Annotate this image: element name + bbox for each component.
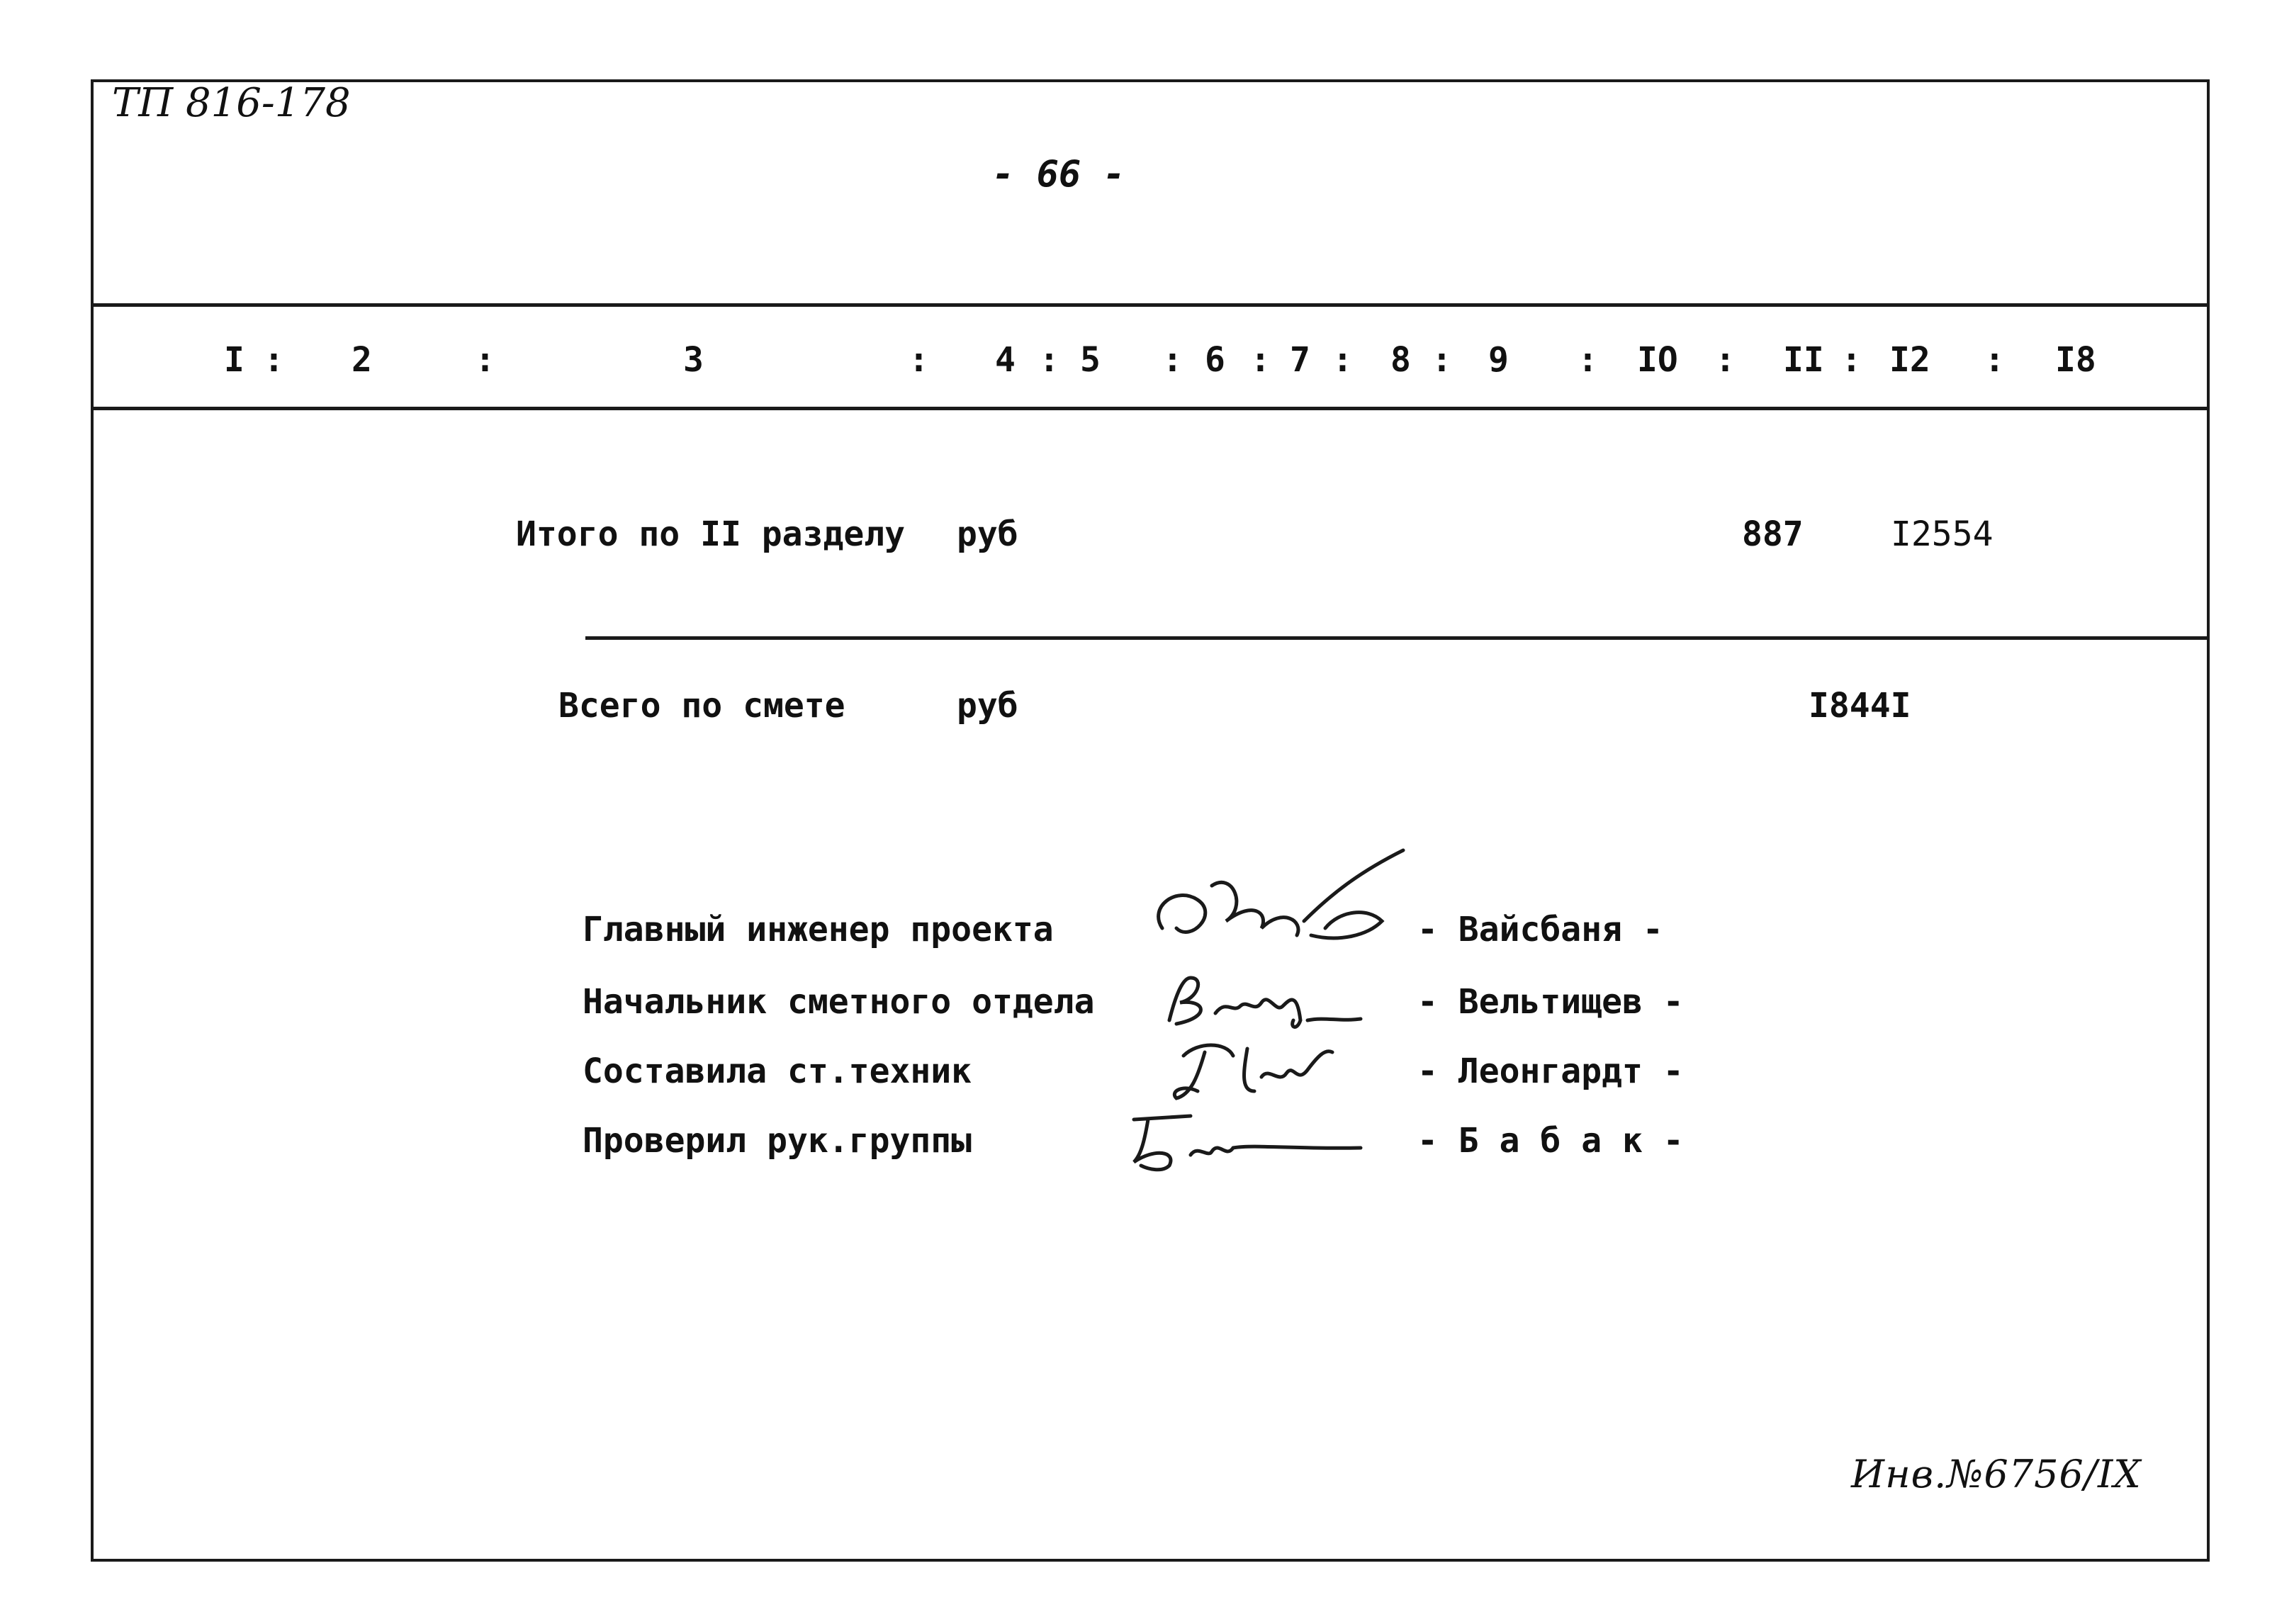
column-number: II [1783,340,1824,380]
column-separator: : [1841,340,1862,380]
handwritten-signature-4 [1113,1105,1396,1176]
column-number: IO [1637,340,1678,380]
column-separator: : [1432,340,1452,380]
section-total-unit: руб [957,514,1018,554]
column-separator: : [1162,340,1183,380]
handwritten-signature-1 [1134,843,1432,957]
column-separator: : [1332,340,1353,380]
signature-name: - Вайсбаня - [1417,910,1663,949]
section-total-label: Итого по II разделу [516,514,906,554]
column-number: I2 [1889,340,1930,380]
signature-name: - Вельтищев - [1417,982,1684,1022]
grand-total-label: Всего по смете [558,686,845,726]
column-number: 4 [995,340,1016,380]
page-number: - 66 - [992,153,1125,196]
inventory-note: Инв.№6756/IX [1851,1452,2142,1496]
signature-name: - Б а б а к - [1417,1121,1684,1161]
totals-rule [585,636,2210,640]
section-total-value-b: I2554 [1891,514,1994,554]
column-number: 2 [352,340,372,380]
column-separator: : [1715,340,1736,380]
column-separator: : [475,340,495,380]
doc-code: ТП 816-178 [112,80,351,126]
column-separator: : [1984,340,2005,380]
column-number: 9 [1488,340,1509,380]
column-separator: : [1578,340,1598,380]
column-number: 7 [1290,340,1310,380]
signature-role: Проверил рук.группы [583,1121,972,1161]
column-number: 5 [1080,340,1101,380]
signature-role: Составила ст.техник [583,1051,972,1091]
signature-role: Начальник сметного отдела [583,982,1095,1022]
column-separator: : [909,340,929,380]
page-frame [91,79,2210,1562]
column-number: 3 [683,340,704,380]
column-number: I8 [2055,340,2096,380]
column-separator: : [1250,340,1271,380]
column-separator: : [1039,340,1059,380]
section-total-value-a: 887 [1742,514,1804,554]
column-number: I [224,340,244,380]
signature-role: Главный инженер проекта [583,910,1054,949]
signature-name: - Леонгардт - [1417,1051,1684,1091]
grand-total-unit: руб [957,686,1018,726]
column-number: 8 [1390,340,1411,380]
column-number: 6 [1205,340,1225,380]
header-top-rule [91,303,2210,307]
grand-total-value: I844I [1809,686,1911,726]
column-separator: : [264,340,284,380]
handwritten-signature-3 [1155,1027,1368,1112]
header-bottom-rule [91,407,2210,410]
